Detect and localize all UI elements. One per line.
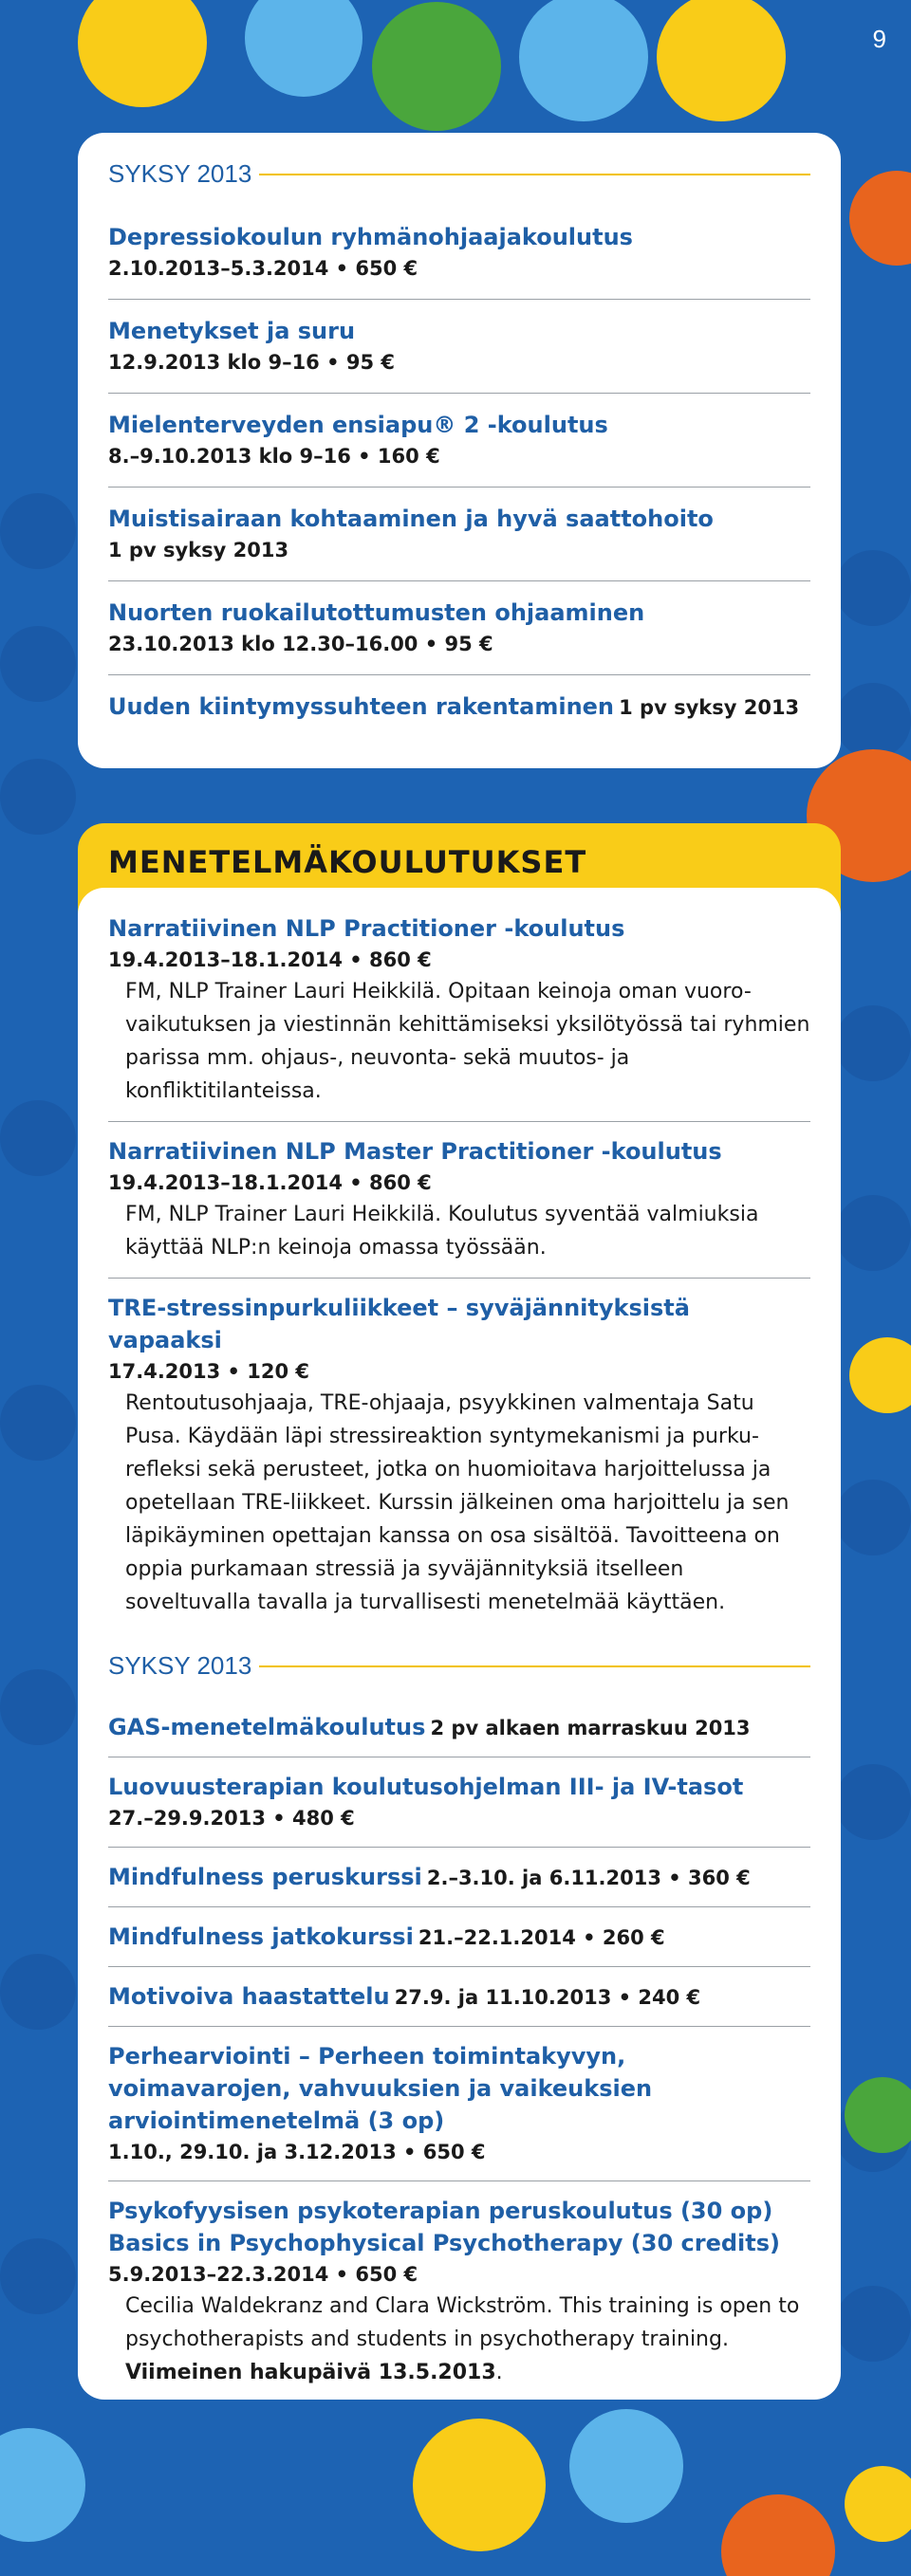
application-deadline: Viimeinen hakupäivä 13.5.2013 — [125, 2361, 496, 2384]
deadline-suffix: . — [495, 2361, 503, 2384]
course-title[interactable]: GAS-menetelmäkoulutus — [108, 1714, 426, 1740]
list-item — [108, 1967, 810, 2027]
course-description: FM, NLP Trainer Lauri Heikkilä. Opitaan keinoja oman vuoro-vaikutuksen ja viestinnän kehittämiseksi yksilötyössä tai ryhmien parissa mm. ohjaus-, neuvonta- sekä muutos- ja konfliktitilanteissa. — [125, 980, 810, 1103]
description-text: Cecilia Waldekranz and Clara Wickström. This training is open to psychotherapists and students in psychotherapy training. — [125, 2294, 800, 2351]
course-description: FM, NLP Trainer Lauri Heikkilä. Koulutus syventää valmiuksia käyttää NLP:n keinoja omassa työssään. — [125, 1203, 759, 1260]
course-title[interactable]: Menetykset ja suru — [108, 318, 356, 344]
course-title[interactable]: Uuden kiintymyssuhteen rakentaminen — [108, 693, 615, 720]
course-title[interactable]: Narratiivinen NLP Master Practitioner -koulutus — [108, 1138, 722, 1165]
course-meta: 19.4.2013–18.1.2014 • 860 € — [108, 1171, 432, 1194]
course-meta: 5.9.2013–22.3.2014 • 650 € — [108, 2263, 418, 2286]
list-item — [108, 488, 810, 581]
autumn-courses-card — [78, 133, 841, 768]
course-title[interactable]: Psykofyysisen psykoterapian peruskoulutus (30 op) — [108, 2198, 773, 2224]
season-heading — [108, 159, 810, 189]
course-meta: 1 pv syksy 2013 — [108, 539, 289, 561]
list-item — [108, 2181, 810, 2402]
course-title[interactable]: TRE-stressinpurkuliikkeet – syväjännityksistä vapaaksi — [108, 1295, 690, 1353]
list-item — [108, 2027, 810, 2181]
course-meta: 1.10., 29.10. ja 3.12.2013 • 650 € — [108, 2141, 486, 2163]
method-courses-card — [78, 888, 841, 2400]
course-title[interactable]: Depressiokoulun ryhmänohjaajakoulutus — [108, 224, 633, 250]
course-title[interactable]: Mindfulness peruskurssi — [108, 1864, 422, 1890]
list-item — [108, 394, 810, 488]
course-title-english[interactable]: Basics in Psychophysical Psychotherapy (30 credits) — [108, 2230, 780, 2256]
course-description — [108, 2290, 810, 2389]
course-meta: 2.–3.10. ja 6.11.2013 • 360 € — [426, 1867, 751, 1889]
course-title[interactable]: Luovuusterapian koulutusohjelman III- ja IV-tasot — [108, 1774, 744, 1800]
list-item — [108, 1122, 810, 1279]
course-title[interactable]: Motivoiva haastattelu — [108, 1983, 390, 2010]
list-item — [108, 1907, 810, 1967]
season-label: SYKSY 2013 — [108, 1651, 252, 1680]
list-item — [108, 300, 810, 394]
course-meta: 17.4.2013 • 120 € — [108, 1360, 310, 1383]
course-title[interactable]: Perhearviointi – Perheen toimintakyvyn, voimavarojen, vahvuuksien ja vaikeuksien arviointimenetelmä (3 op) — [108, 2043, 653, 2134]
list-item — [108, 888, 810, 1122]
course-meta: 8.–9.10.2013 klo 9–16 • 160 € — [108, 445, 440, 468]
course-description: Rentoutusohjaaja, TRE-ohjaaja, psyykkinen valmentaja Satu Pusa. Käydään läpi stressireaktion syntymekanismi ja purku-refleksi sekä perusteet, jotka on huomioitava harjoittelussa ja opetellaan TRE-liikkeet. Kurssin jälkeinen oma harjoittelu ja sen läpikäyminen opettajan kanssa on osa sisältöä. Tavoitteena on oppia purkamaan stressiä ja syväjännityksiä itselleen soveltuvalla tavalla ja turvallisesti menetelmää käyttäen. — [125, 1391, 790, 1614]
course-title[interactable]: Muistisairaan kohtaaminen ja hyvä saattohoito — [108, 506, 714, 532]
list-item — [108, 581, 810, 675]
course-title[interactable]: Nuorten ruokailutottumusten ohjaaminen — [108, 599, 645, 626]
list-item — [108, 1279, 810, 1632]
list-item — [108, 1757, 810, 1848]
list-item — [108, 1848, 810, 1907]
course-meta: 2.10.2013–5.3.2014 • 650 € — [108, 257, 418, 280]
course-meta: 21.–22.1.2014 • 260 € — [418, 1926, 665, 1949]
season-label: SYKSY 2013 — [108, 159, 252, 188]
section-heading: MENETELMÄKOULUTUKSET — [108, 844, 587, 880]
course-meta: 1 pv syksy 2013 — [619, 696, 800, 719]
list-item — [108, 675, 810, 738]
list-item — [108, 206, 810, 300]
season-heading — [108, 1651, 810, 1681]
course-meta: 27.9. ja 11.10.2013 • 240 € — [394, 1986, 701, 2009]
course-meta: 12.9.2013 klo 9–16 • 95 € — [108, 351, 395, 374]
divider — [259, 174, 810, 175]
course-title[interactable]: Narratiivinen NLP Practitioner -koulutus — [108, 915, 625, 942]
course-title[interactable]: Mielenterveyden ensiapu® 2 -koulutus — [108, 412, 608, 438]
course-meta: 19.4.2013–18.1.2014 • 860 € — [108, 948, 432, 971]
course-meta: 23.10.2013 klo 12.30–16.00 • 95 € — [108, 633, 493, 655]
page-number: 9 — [872, 25, 886, 53]
list-item — [108, 1698, 810, 1757]
course-meta: 27.–29.9.2013 • 480 € — [108, 1807, 355, 1830]
course-title[interactable]: Mindfulness jatkokurssi — [108, 1923, 414, 1950]
course-meta: 2 pv alkaen marraskuu 2013 — [430, 1717, 751, 1739]
divider — [259, 1665, 810, 1667]
